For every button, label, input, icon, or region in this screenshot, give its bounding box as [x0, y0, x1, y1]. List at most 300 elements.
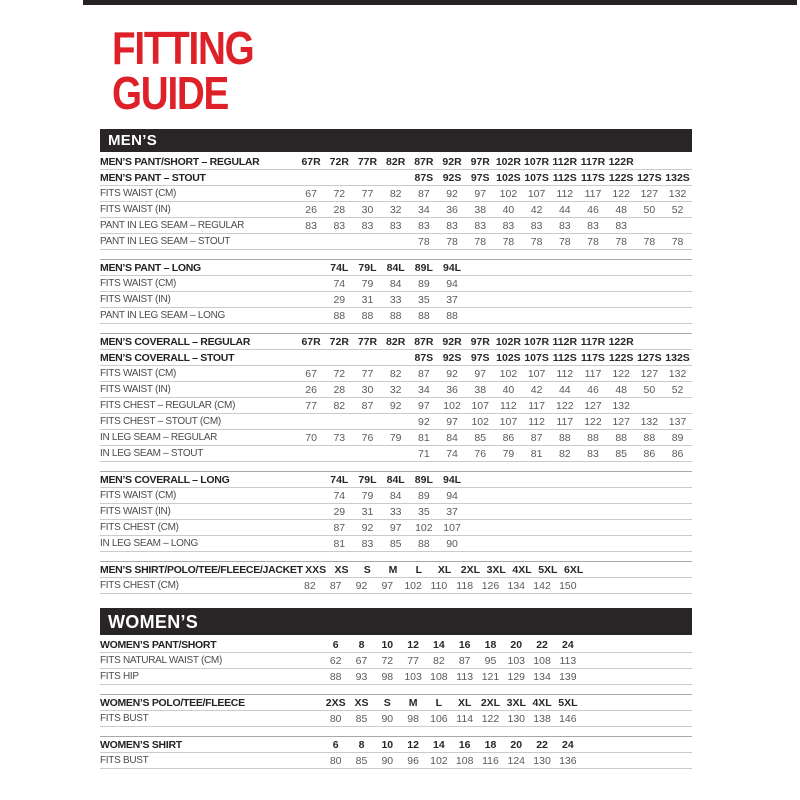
- size-cell: 28: [333, 203, 346, 216]
- size-cell: 95: [484, 654, 497, 667]
- size-cell: 92: [355, 579, 368, 592]
- row-label: FITS CHEST (CM): [100, 522, 179, 534]
- size-cell: 87R: [414, 335, 434, 348]
- size-cell: 78: [558, 235, 571, 248]
- size-cell: 42: [530, 383, 543, 396]
- size-cell: 83: [361, 537, 374, 550]
- size-cell: 85: [355, 712, 368, 725]
- size-cell: 102: [430, 754, 448, 767]
- size-cell: 78: [474, 235, 487, 248]
- size-cell: 84: [446, 431, 458, 444]
- size-cell: 97: [474, 367, 487, 380]
- size-cell: 132: [640, 415, 659, 428]
- size-cell: 78: [643, 235, 656, 248]
- row-label: MEN’S COVERALL – REGULAR: [100, 335, 251, 348]
- size-cell: 97: [389, 521, 402, 534]
- size-cell: 86: [502, 431, 515, 444]
- size-cell: 79L: [358, 261, 377, 274]
- size-cell: 138: [533, 712, 551, 725]
- size-cell: 88: [587, 431, 599, 444]
- size-cell: 103: [404, 670, 422, 683]
- size-cell: 77R: [357, 335, 378, 348]
- size-cell: 89: [671, 431, 684, 444]
- row-label: PANT IN LEG SEAM – LONG: [100, 310, 225, 322]
- size-cell: 8: [358, 738, 365, 751]
- page-title-line-2: GUIDE: [112, 66, 229, 119]
- size-cell: 83: [558, 219, 571, 232]
- row-label: MEN’S PANT – STOUT: [100, 171, 206, 184]
- size-cell: 134: [533, 670, 551, 683]
- size-cell: 98: [407, 712, 419, 725]
- size-cell: 117R: [580, 155, 606, 168]
- table-row: [100, 276, 692, 292]
- size-cell: 112: [500, 399, 517, 412]
- table-row: [100, 234, 692, 250]
- size-cell: 107: [443, 521, 461, 534]
- size-cell: 102S: [496, 351, 521, 364]
- size-cell: 67: [305, 187, 317, 200]
- size-cell: 38: [474, 203, 487, 216]
- size-cell: 14: [433, 638, 445, 651]
- size-cell: 83: [530, 219, 543, 232]
- row-label: FITS HIP: [100, 671, 139, 683]
- size-cell: 81: [333, 537, 346, 550]
- size-cell: 97S: [470, 351, 490, 364]
- size-cell: 6XL: [563, 563, 584, 576]
- size-cell: 96: [407, 754, 419, 767]
- size-cell: 126: [481, 579, 500, 592]
- size-cell: 127: [584, 399, 602, 412]
- size-cell: 108: [455, 754, 474, 767]
- size-cell: 33: [389, 293, 402, 306]
- size-cell: 16: [458, 638, 471, 651]
- table-row: [100, 260, 692, 276]
- size-cell: 83: [615, 219, 627, 232]
- size-cell: 112R: [552, 335, 578, 348]
- size-cell: 87: [361, 399, 374, 412]
- table-row: [100, 504, 692, 520]
- size-cell: 26: [305, 203, 317, 216]
- size-table: [100, 259, 692, 324]
- size-cell: 84L: [386, 473, 405, 486]
- size-cell: 89: [418, 489, 430, 502]
- size-cell: 112S: [552, 351, 577, 364]
- size-cell: 26: [305, 383, 317, 396]
- size-cell: 150: [559, 579, 577, 592]
- size-cell: 116: [482, 754, 499, 767]
- size-cell: 88: [558, 431, 571, 444]
- size-cell: 81: [418, 431, 430, 444]
- size-cell: 83: [361, 219, 374, 232]
- size-cell: 82: [433, 654, 445, 667]
- table-row: [100, 578, 692, 594]
- size-cell: 122: [584, 415, 602, 428]
- table-row: [100, 430, 692, 446]
- size-cell: 87: [329, 579, 342, 592]
- size-cell: 94L: [442, 473, 462, 486]
- size-cell: 88: [389, 309, 402, 322]
- size-cell: 102: [471, 415, 489, 428]
- size-cell: 85: [355, 754, 368, 767]
- size-cell: 117: [528, 399, 545, 412]
- size-cell: 10: [381, 738, 394, 751]
- size-cell: 72: [333, 367, 346, 380]
- size-cell: 102: [404, 579, 422, 592]
- size-cell: 87: [333, 521, 346, 534]
- row-label: FITS CHEST – STOUT (CM): [100, 416, 221, 428]
- size-cell: 102: [499, 187, 518, 200]
- size-cell: 37: [446, 505, 458, 518]
- size-cell: 107: [471, 399, 489, 412]
- row-label: FITS WAIST (IN): [100, 384, 171, 396]
- size-cell: 16: [458, 738, 471, 751]
- size-cell: 73: [333, 431, 346, 444]
- size-cell: 82R: [386, 155, 406, 168]
- size-cell: 92: [418, 415, 430, 428]
- size-cell: 92: [361, 521, 374, 534]
- size-cell: 12: [407, 738, 419, 751]
- size-cell: 132S: [665, 171, 690, 184]
- size-cell: 2XL: [460, 563, 481, 576]
- table-row: [100, 366, 692, 382]
- size-cell: 4XL: [532, 696, 552, 709]
- table-row: [100, 737, 692, 753]
- size-cell: 117: [584, 187, 602, 200]
- size-cell: 92R: [442, 335, 462, 348]
- size-cell: 48: [615, 383, 627, 396]
- size-cell: 79: [361, 489, 374, 502]
- size-cell: 88: [446, 309, 458, 322]
- size-cell: 87R: [414, 155, 434, 168]
- size-cell: 2XL: [480, 696, 501, 709]
- size-cell: 97S: [470, 171, 490, 184]
- size-cell: 137: [668, 415, 687, 428]
- size-cell: 35: [418, 293, 430, 306]
- size-cell: 97R: [470, 155, 490, 168]
- size-cell: 44: [558, 383, 571, 396]
- table-row: [100, 186, 692, 202]
- table-row: [100, 334, 692, 350]
- size-cell: 103: [507, 654, 526, 667]
- size-cell: 132: [668, 187, 687, 200]
- size-cell: 107S: [524, 351, 549, 364]
- size-cell: 74: [446, 447, 458, 460]
- size-cell: 3XL: [506, 696, 526, 709]
- table-row: [100, 653, 692, 669]
- size-cell: 77: [361, 367, 374, 380]
- size-cell: 107: [527, 367, 546, 380]
- size-cell: 72R: [329, 335, 349, 348]
- size-cell: 130: [507, 712, 526, 725]
- size-cell: 77: [305, 399, 317, 412]
- size-cell: 74L: [330, 473, 349, 486]
- row-label: PANT IN LEG SEAM – REGULAR: [100, 220, 245, 232]
- size-cell: XS: [354, 696, 369, 709]
- size-cell: 80: [329, 754, 342, 767]
- size-cell: 82R: [386, 335, 406, 348]
- table-row: [100, 637, 692, 653]
- row-label: FITS WAIST (IN): [100, 204, 171, 216]
- size-cell: 79: [502, 447, 515, 460]
- size-table: [100, 637, 692, 685]
- page-title-line-1: FITTING: [112, 22, 254, 74]
- size-cell: 106: [430, 712, 448, 725]
- size-cell: 122S: [608, 171, 634, 184]
- table-row: [100, 753, 692, 769]
- size-table: [100, 561, 692, 594]
- size-cell: 77R: [357, 155, 378, 168]
- size-cell: 86: [643, 447, 656, 460]
- size-cell: 79: [361, 277, 374, 290]
- size-cell: 88: [361, 309, 374, 322]
- size-cell: 88: [418, 309, 430, 322]
- table-row: [100, 292, 692, 308]
- row-label: MEN’S PANT – LONG: [100, 261, 201, 274]
- table-row: [100, 520, 692, 536]
- size-cell: 132S: [665, 351, 690, 364]
- size-cell: 108: [430, 670, 448, 683]
- size-cell: 83: [333, 219, 346, 232]
- size-cell: 94: [446, 277, 458, 290]
- size-cell: 83: [418, 219, 430, 232]
- size-cell: 90: [381, 754, 394, 767]
- size-cell: 117S: [580, 351, 605, 364]
- size-cell: XXS: [305, 563, 327, 576]
- size-cell: 44: [558, 203, 571, 216]
- size-cell: 98: [381, 670, 394, 683]
- size-cell: 85: [389, 537, 402, 550]
- size-cell: 117S: [580, 171, 605, 184]
- size-cell: 97: [474, 187, 487, 200]
- size-cell: 8: [358, 638, 365, 651]
- size-cell: 112: [528, 415, 545, 428]
- size-cell: 83: [474, 219, 487, 232]
- row-label: WOMEN’S SHIRT: [100, 738, 182, 751]
- size-cell: 78: [587, 235, 599, 248]
- size-cell: 146: [559, 712, 577, 725]
- size-table: [100, 736, 692, 769]
- size-cell: 122: [556, 399, 574, 412]
- size-cell: 67R: [301, 335, 321, 348]
- size-cell: 88: [615, 431, 627, 444]
- table-row: [100, 414, 692, 430]
- size-cell: 22: [536, 638, 548, 651]
- size-cell: 70: [305, 431, 317, 444]
- size-cell: 78: [615, 235, 627, 248]
- table-row: [100, 154, 692, 170]
- size-cell: 112S: [552, 171, 577, 184]
- row-label: MEN’S PANT/SHORT – REGULAR: [100, 155, 260, 168]
- table-row: [100, 695, 692, 711]
- size-cell: 87: [418, 187, 430, 200]
- size-cell: 84L: [386, 261, 405, 274]
- row-label: FITS WAIST (IN): [100, 294, 171, 306]
- mens-section-header: MEN’S: [100, 129, 692, 152]
- table-row: [100, 382, 692, 398]
- size-cell: L: [435, 696, 443, 709]
- size-cell: 132: [612, 399, 630, 412]
- size-cell: 71: [418, 447, 430, 460]
- size-cell: 122: [481, 712, 500, 725]
- table-row: [100, 218, 692, 234]
- size-cell: 2XS: [325, 696, 346, 709]
- womens-size-tables: [100, 637, 692, 769]
- table-row: [100, 350, 692, 366]
- size-cell: 92R: [442, 155, 462, 168]
- row-label: PANT IN LEG SEAM – STOUT: [100, 236, 231, 248]
- size-cell: 34: [418, 203, 430, 216]
- size-cell: 142: [533, 579, 551, 592]
- size-cell: 38: [474, 383, 487, 396]
- size-cell: 72: [333, 187, 346, 200]
- size-cell: 78: [502, 235, 515, 248]
- size-cell: S: [383, 696, 391, 709]
- row-label: FITS CHEST – REGULAR (CM): [100, 400, 236, 412]
- size-cell: M: [388, 563, 398, 576]
- size-cell: 107: [499, 415, 518, 428]
- size-cell: 22: [536, 738, 548, 751]
- table-row: [100, 170, 692, 186]
- size-cell: 85: [615, 447, 627, 460]
- size-cell: 83: [587, 219, 599, 232]
- size-cell: 97: [381, 579, 394, 592]
- size-cell: 83: [446, 219, 458, 232]
- size-cell: 6: [332, 738, 339, 751]
- section-mens: [100, 129, 800, 594]
- size-cell: 118: [456, 579, 474, 592]
- size-cell: 62: [329, 654, 342, 667]
- table-row: [100, 202, 692, 218]
- size-cell: 74L: [330, 261, 349, 274]
- top-rule: [83, 0, 797, 5]
- size-cell: 122R: [608, 155, 634, 168]
- size-cell: 5XL: [538, 563, 558, 576]
- table-row: [100, 711, 692, 727]
- size-cell: 33: [389, 505, 402, 518]
- size-cell: 46: [587, 203, 599, 216]
- size-cell: 107: [527, 187, 546, 200]
- size-table: [100, 471, 692, 552]
- size-cell: 90: [446, 537, 458, 550]
- size-cell: 130: [533, 754, 551, 767]
- row-label: FITS WAIST (IN): [100, 506, 171, 518]
- table-row: [100, 488, 692, 504]
- size-cell: 102R: [495, 335, 521, 348]
- size-cell: 102S: [496, 171, 521, 184]
- size-cell: 102R: [495, 155, 521, 168]
- size-cell: 102: [443, 399, 461, 412]
- size-cell: 46: [587, 383, 599, 396]
- size-cell: 40: [502, 383, 515, 396]
- size-cell: 30: [361, 203, 374, 216]
- size-cell: 117R: [580, 335, 606, 348]
- size-cell: 29: [333, 505, 346, 518]
- size-cell: 139: [559, 670, 577, 683]
- size-cell: 122: [612, 367, 630, 380]
- table-row: [100, 472, 692, 488]
- table-row: [100, 308, 692, 324]
- size-cell: XL: [437, 563, 452, 576]
- row-label: IN LEG SEAM – STOUT: [100, 448, 204, 460]
- size-cell: 97R: [470, 335, 490, 348]
- size-cell: XS: [334, 563, 349, 576]
- page-title: [112, 22, 690, 119]
- size-cell: 24: [562, 638, 574, 651]
- size-cell: 36: [446, 203, 458, 216]
- size-cell: 4XL: [512, 563, 532, 576]
- size-cell: 122R: [608, 335, 634, 348]
- size-cell: 83: [587, 447, 599, 460]
- size-cell: 24: [562, 738, 574, 751]
- row-label: FITS WAIST (CM): [100, 368, 177, 380]
- size-cell: 77: [361, 187, 374, 200]
- size-cell: 84: [389, 489, 402, 502]
- size-cell: 87: [418, 367, 430, 380]
- size-cell: 107R: [524, 335, 550, 348]
- size-cell: XL: [457, 696, 472, 709]
- size-cell: 78: [530, 235, 543, 248]
- size-cell: 136: [559, 754, 577, 767]
- size-cell: 48: [615, 203, 627, 216]
- size-cell: 79L: [358, 473, 377, 486]
- mens-size-tables: [100, 154, 692, 594]
- womens-section-header: WOMEN’S: [100, 608, 692, 635]
- size-cell: S: [363, 563, 371, 576]
- row-label: WOMEN’S POLO/TEE/FLEECE: [100, 696, 245, 709]
- size-cell: 107S: [524, 171, 549, 184]
- size-cell: 10: [381, 638, 394, 651]
- size-cell: 28: [333, 383, 346, 396]
- size-cell: 127: [612, 415, 630, 428]
- size-cell: M: [408, 696, 418, 709]
- size-cell: 40: [502, 203, 515, 216]
- size-cell: 30: [361, 383, 374, 396]
- row-label: MEN’S COVERALL – LONG: [100, 473, 230, 486]
- size-cell: 31: [361, 293, 374, 306]
- size-cell: 113: [559, 654, 577, 667]
- size-cell: 50: [643, 383, 656, 396]
- size-cell: 102: [415, 521, 433, 534]
- size-cell: 90: [381, 712, 394, 725]
- size-cell: 112R: [552, 155, 578, 168]
- size-cell: 18: [484, 638, 497, 651]
- size-cell: 114: [456, 712, 474, 725]
- size-cell: 78: [418, 235, 430, 248]
- size-cell: 3XL: [486, 563, 506, 576]
- size-cell: 74: [333, 489, 346, 502]
- table-row: [100, 536, 692, 552]
- size-cell: 18: [484, 738, 497, 751]
- size-cell: 132: [668, 367, 687, 380]
- size-cell: 80: [329, 712, 342, 725]
- row-label: FITS WAIST (CM): [100, 490, 177, 502]
- size-cell: 34: [418, 383, 430, 396]
- row-label: MEN’S COVERALL – STOUT: [100, 351, 235, 364]
- size-cell: 6: [332, 638, 339, 651]
- size-cell: 52: [671, 383, 684, 396]
- size-cell: 97: [446, 415, 458, 428]
- size-cell: 108: [533, 654, 551, 667]
- size-cell: 121: [481, 670, 500, 683]
- size-cell: 83: [389, 219, 402, 232]
- row-label: MEN’S SHIRT/POLO/TEE/FLEECE/JACKET: [100, 563, 303, 576]
- size-cell: 110: [430, 579, 448, 592]
- size-cell: 82: [389, 187, 402, 200]
- row-label: WOMEN’S PANT/SHORT: [100, 638, 217, 651]
- size-cell: 50: [643, 203, 656, 216]
- size-cell: 127: [640, 187, 659, 200]
- size-cell: 32: [389, 203, 402, 216]
